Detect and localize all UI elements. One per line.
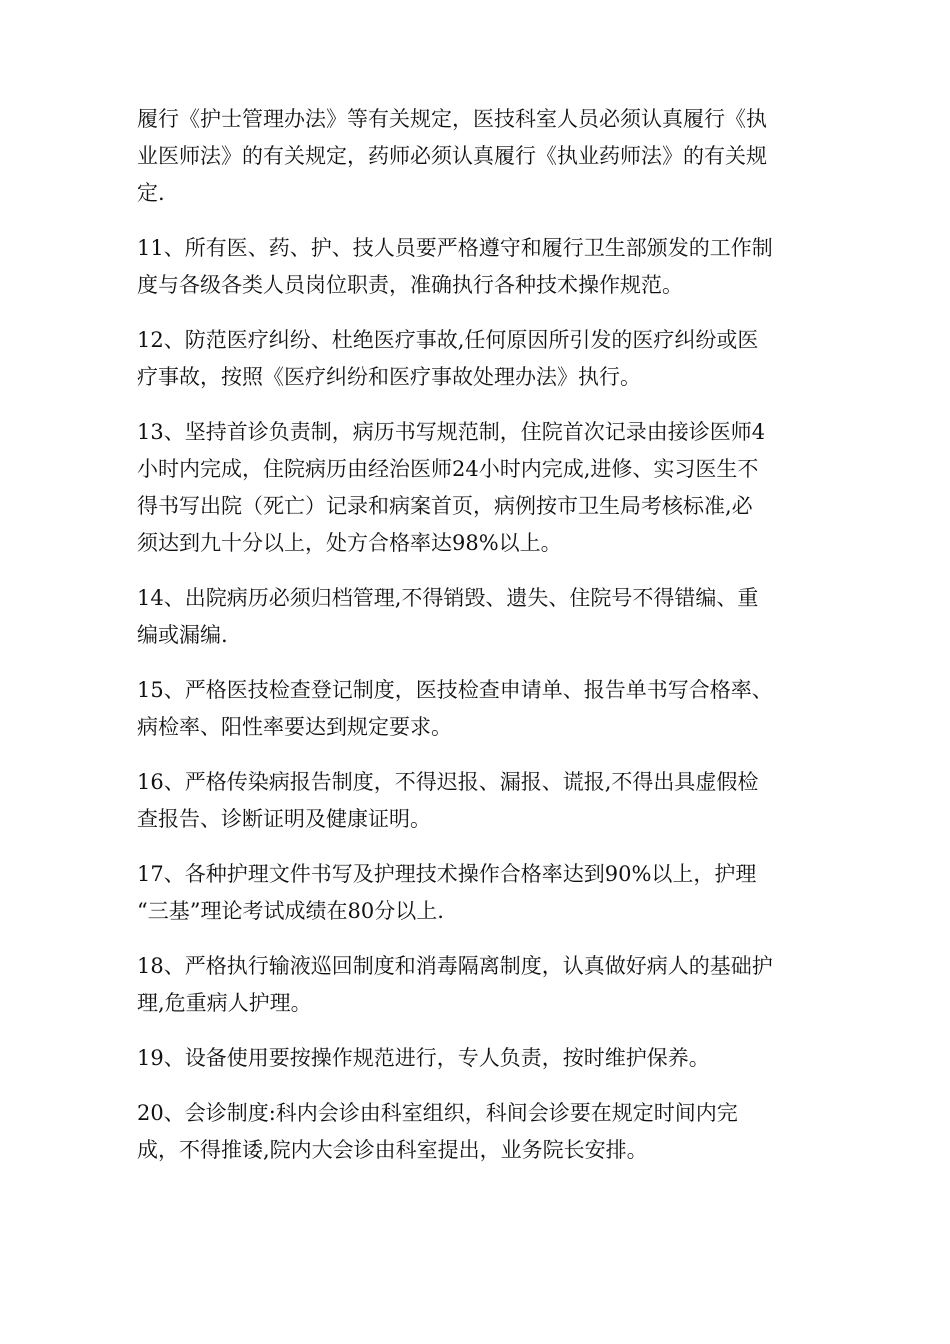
text-line: 履行《护士管理办法》等有关规定，医技科室人员必须认真履行《执 bbox=[137, 107, 767, 131]
paragraph-18 bbox=[137, 948, 817, 1022]
document-body bbox=[137, 101, 817, 1187]
text-line: 15、严格医技检查登记制度，医技检查申请单、报告单书写合格率、 bbox=[137, 678, 773, 702]
text-line: 18、严格执行输液巡回制度和消毒隔离制度，认真做好病人的基础护 bbox=[137, 954, 773, 978]
text-line: 19、设备使用要按操作规范进行，专人负责，按时维护保养。 bbox=[137, 1046, 710, 1070]
text-line: 20、会诊制度:科内会诊由科室组织，科间会诊要在规定时间内完 bbox=[137, 1101, 738, 1125]
text-line: 疗事故，按照《医疗纠纷和医疗事故处理办法》执行。 bbox=[137, 365, 641, 389]
text-line: “三基”理论考试成绩在80分以上. bbox=[137, 899, 444, 923]
paragraph-regulations-continued bbox=[137, 101, 817, 212]
paragraph-17 bbox=[137, 856, 817, 930]
text-line: 须达到九十分以上，处方合格率达98%以上。 bbox=[137, 531, 562, 555]
text-line: 12、防范医疗纠纷、杜绝医疗事故,任何原因所引发的医疗纠纷或医 bbox=[137, 328, 759, 352]
text-line: 16、严格传染病报告制度，不得迟报、漏报、谎报,不得出具虚假检 bbox=[137, 770, 759, 794]
paragraph-20 bbox=[137, 1095, 817, 1169]
paragraph-19 bbox=[137, 1040, 817, 1077]
text-line: 度与各级各类人员岗位职责，准确执行各种技术操作规范。 bbox=[137, 273, 683, 297]
paragraph-15 bbox=[137, 672, 817, 746]
text-line: 查报告、诊断证明及健康证明。 bbox=[137, 807, 431, 831]
paragraph-14 bbox=[137, 580, 817, 654]
paragraph-11 bbox=[137, 230, 817, 304]
text-line: 业医师法》的有关规定，药师必须认真履行《执业药师法》的有关规 bbox=[137, 144, 767, 168]
text-line: 17、各种护理文件书写及护理技术操作合格率达到90%以上，护理 bbox=[137, 862, 757, 886]
text-line: 成，不得推诿,院内大会诊由科室提出，业务院长安排。 bbox=[137, 1138, 648, 1162]
text-line: 得书写出院（死亡）记录和病案首页，病例按市卫生局考核标准,必 bbox=[137, 494, 753, 518]
text-line: 病检率、阳性率要达到规定要求。 bbox=[137, 715, 452, 739]
text-line: 13、坚持首诊负责制，病历书写规范制，住院首次记录由接诊医师4 bbox=[137, 420, 766, 444]
paragraph-12 bbox=[137, 322, 817, 396]
text-line: 11、所有医、药、护、技人员要严格遵守和履行卫生部颁发的工作制 bbox=[137, 236, 773, 260]
paragraph-13 bbox=[137, 414, 817, 562]
text-line: 14、出院病历必须归档管理,不得销毁、遗失、住院号不得错编、重 bbox=[137, 586, 759, 610]
text-line: 理,危重病人护理。 bbox=[137, 991, 312, 1015]
text-line: 小时内完成，住院病历由经治医师24小时内完成,进修、实习医生不 bbox=[137, 457, 759, 481]
text-line: 定. bbox=[137, 181, 165, 205]
text-line: 编或漏编. bbox=[137, 623, 228, 647]
paragraph-16 bbox=[137, 764, 817, 838]
